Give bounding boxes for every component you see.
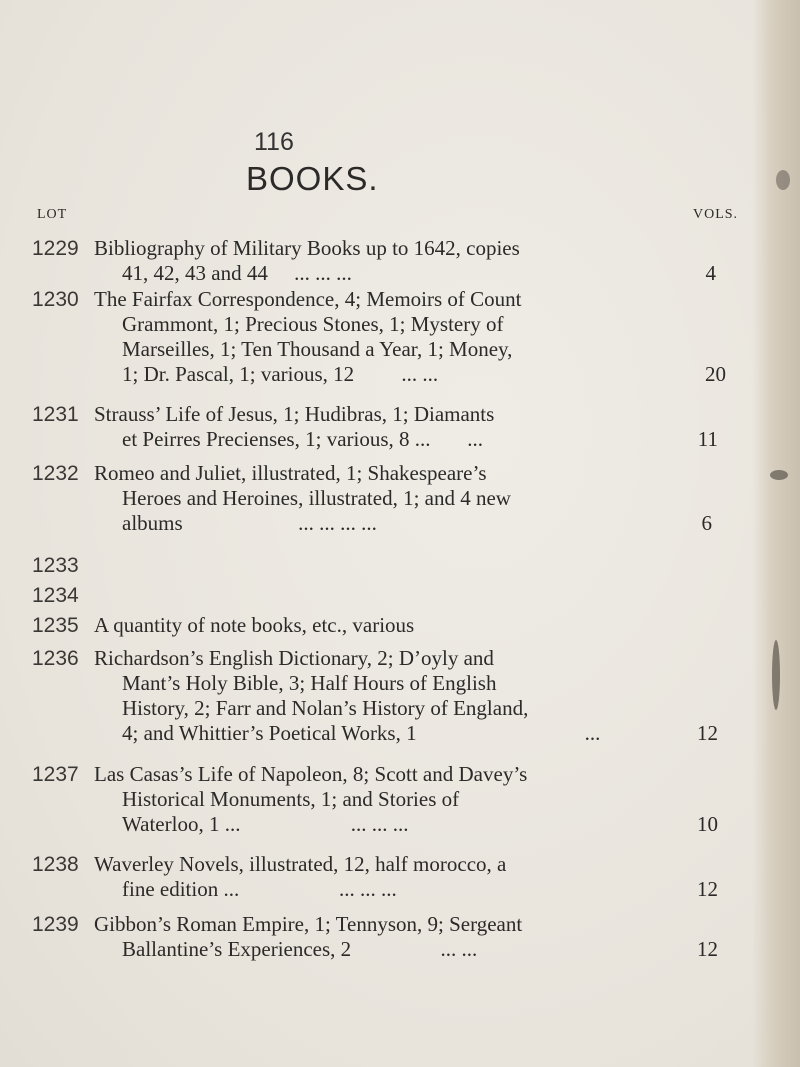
vols-count: 10	[697, 812, 718, 836]
lot-number: 1230	[32, 288, 79, 311]
lot-entry	[94, 287, 690, 387]
vols-count: 11	[697, 427, 718, 451]
vols-count: 12	[697, 877, 718, 901]
entry-line: Historical Monuments, 1; and Stories of	[122, 787, 460, 811]
entry-line: A quantity of note books, etc., various	[94, 613, 415, 637]
entry-line: Gibbon’s Roman Empire, 1; Tennyson, 9; Sergeant	[94, 912, 523, 936]
lot-number: 1239	[32, 913, 79, 936]
vols-count: 6	[701, 511, 712, 535]
entry-line: History, 2; Farr and Nolan’s History of England,	[122, 696, 529, 720]
ink-smudge	[770, 470, 788, 480]
lot-number: 1235	[32, 614, 79, 637]
entry-line: Waterloo, 1 ... ... ... ...	[122, 812, 409, 836]
entry-line: Bibliography of Military Books up to 1642, copies	[94, 236, 520, 260]
entry-line: Richardson’s English Dictionary, 2; D’oyly and	[94, 646, 494, 670]
vols-count: 12	[697, 937, 718, 961]
leader-dots: ... ...	[401, 362, 439, 386]
entry-line: fine edition ... ... ... ...	[122, 877, 397, 901]
lot-entry	[94, 236, 690, 286]
ink-smudge	[772, 640, 780, 710]
lot-entry	[94, 912, 690, 962]
lot-entry	[94, 852, 690, 902]
lot-number: 1237	[32, 763, 79, 786]
entry-line: 41, 42, 43 and 44 ... ... ...	[122, 261, 352, 285]
lot-entry	[94, 402, 690, 452]
leader-dots: ... ... ...	[350, 812, 409, 836]
lot-number: 1234	[32, 584, 79, 607]
ink-smudge	[776, 170, 790, 190]
entry-line: et Peirres Precienses, 1; various, 8 ... ...	[122, 427, 484, 451]
lot-entry	[94, 646, 690, 746]
leader-dots: ... ...	[440, 937, 478, 961]
leader-dots: ...	[467, 427, 484, 451]
entry-line: Waverley Novels, illustrated, 12, half morocco, a	[94, 852, 507, 876]
leader-dots: ... ... ...	[338, 877, 397, 901]
leader-dots: ... ... ...	[294, 261, 352, 285]
entry-line: Grammont, 1; Precious Stones, 1; Mystery of	[122, 312, 504, 336]
vols-count: 4	[705, 261, 716, 285]
entry-line: Ballantine’s Experiences, 2 ... ...	[122, 937, 478, 961]
page-title: BOOKS.	[246, 160, 379, 197]
entry-line: Mant’s Holy Bible, 3; Half Hours of English	[122, 671, 497, 695]
page-edge-shadow	[752, 0, 800, 1067]
leader-dots: ...	[584, 721, 601, 745]
leader-dots: ... ... ... ...	[298, 511, 377, 535]
lot-number: 1229	[32, 237, 79, 260]
lot-number: 1232	[32, 462, 79, 485]
entry-line: Las Casas’s Life of Napoleon, 8; Scott and Davey’s	[94, 762, 528, 786]
lot-number: 1236	[32, 647, 79, 670]
vols-count: 12	[697, 721, 718, 745]
entry-line: Marseilles, 1; Ten Thousand a Year, 1; Money,	[122, 337, 513, 361]
lot-number: 1231	[32, 403, 79, 426]
page-number: 116	[254, 128, 294, 156]
lot-entry	[94, 461, 690, 536]
entry-line: Strauss’ Life of Jesus, 1; Hudibras, 1; Diamants	[94, 402, 495, 426]
lot-number: 1238	[32, 853, 79, 876]
entry-line: 4; and Whittier’s Poetical Works, 1 ...	[122, 721, 601, 745]
lot-column-header: LOT	[37, 207, 68, 222]
entry-line: Heroes and Heroines, illustrated, 1; and 4 new	[122, 486, 511, 510]
entry-line: 1; Dr. Pascal, 1; various, 12 ... ...	[122, 362, 439, 386]
vols-column-header: VOLS.	[693, 207, 739, 222]
vols-count: 20	[705, 362, 726, 386]
lot-entry	[94, 762, 690, 837]
entry-line: The Fairfax Correspondence, 4; Memoirs of Count	[94, 287, 522, 311]
entry-line: Romeo and Juliet, illustrated, 1; Shakespeare’s	[94, 461, 487, 485]
entry-line: albums ... ... ... ...	[122, 511, 377, 535]
lot-number: 1233	[32, 554, 79, 577]
lot-entry	[94, 613, 690, 638]
